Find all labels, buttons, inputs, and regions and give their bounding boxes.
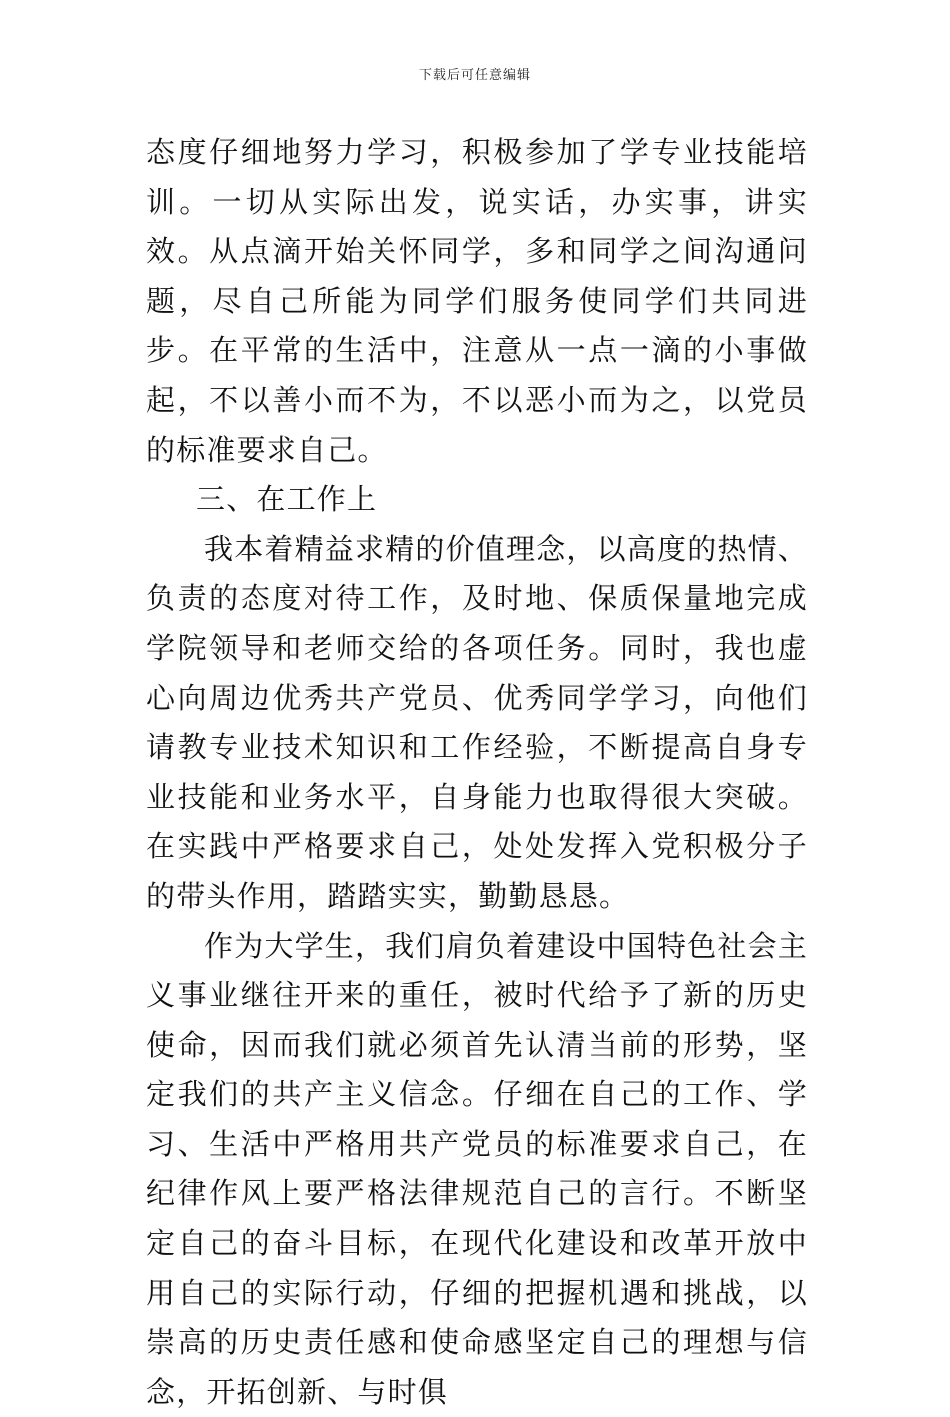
document-body [146,128,808,1417]
paragraph-work: 我本着精益求精的价值理念，以高度的热情、负责的态度对待工作，及时地、保质保量地完成学院领导和老师交给的各项任务。同时，我也虚心向周边优秀共产党员、优秀同学学习，向他们请教专业技术知识和工作经验，不断提高自身专业技能和业务水平，自身能力也取得很大突破。在实践中严格要求自己，处处发挥入党积极分子的带头作用，踏踏实实，勤勤恳恳。 [146,525,808,922]
paragraph-student-mission: 作为大学生，我们肩负着建设中国特色社会主义事业继往开来的重任，被时代给予了新的历史使命，因而我们就必须首先认清当前的形势，坚定我们的共产主义信念。仔细在自己的工作、学习、生活中严格用共产党员的标准要求自己，在纪律作风上要严格法律规范自己的言行。不断坚定自己的奋斗目标，在现代化建设和改革开放中用自己的实际行动，仔细的把握机遇和挑战，以崇高的历史责任感和使命感坚定自己的理想与信念，开拓创新、与时俱 [146,922,808,1417]
paragraph-continuation: 态度仔细地努力学习，积极参加了学专业技能培训。一切从实际出发，说实话，办实事，讲实效。从点滴开始关怀同学，多和同学之间沟通问题，尽自己所能为同学们服务使同学们共同进步。在平常的生活中，注意从一点一滴的小事做起，不以善小而不为，不以恶小而为之，以党员的标准要求自己。 [146,128,808,475]
section-heading: 三、在工作上 [146,475,808,525]
header-note: 下载后可任意编辑 [0,64,950,83]
